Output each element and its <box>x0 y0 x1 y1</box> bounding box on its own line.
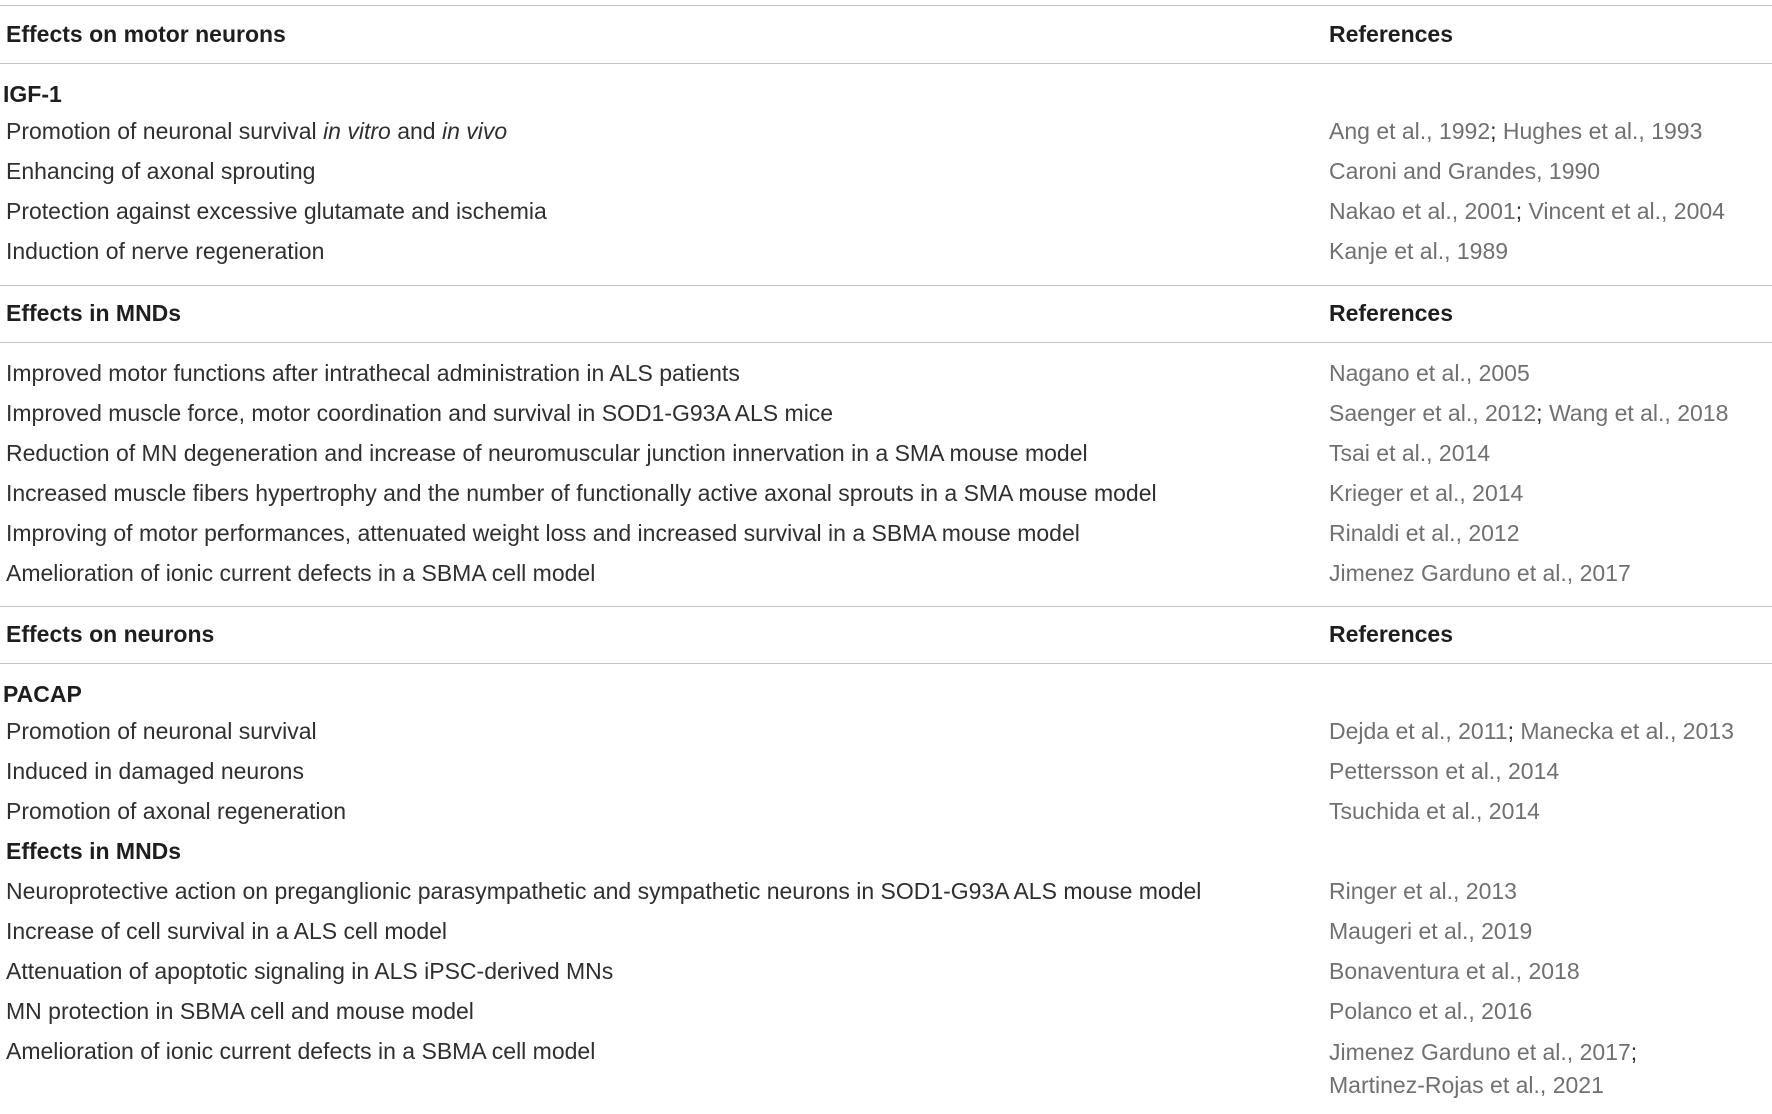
table-row-references: Rinaldi et al., 2012 <box>1329 520 1520 546</box>
table-row-references: Ringer et al., 2013 <box>1329 878 1517 904</box>
table-row-effect: Induced in damaged neurons <box>6 758 304 784</box>
table-row-references: Polanco et al., 2016 <box>1329 998 1533 1024</box>
table-row-references: Tsai et al., 2014 <box>1329 440 1491 466</box>
column-header-effects: Effects on neurons <box>6 621 215 647</box>
table-row-references: Maugeri et al., 2019 <box>1329 918 1533 944</box>
table-row-effect: Amelioration of ionic current defects in a SBMA cell model <box>6 1038 596 1064</box>
table-row-effect: Improved muscle force, motor coordination and survival in SOD1-G93A ALS mice <box>6 400 834 426</box>
table-rule <box>0 342 1772 343</box>
table-row-effect: Promotion of neuronal survival in vitro and in vivo <box>6 118 508 144</box>
table-row-references: Caroni and Grandes, 1990 <box>1329 158 1601 184</box>
table-rule <box>0 663 1772 664</box>
subheader-label: Effects in MNDs <box>6 838 182 864</box>
column-header-references: References <box>1329 300 1454 326</box>
table-row-effect: Promotion of axonal regeneration <box>6 798 347 824</box>
table-row-references: Jimenez Garduno et al., 2017 <box>1329 560 1631 586</box>
table-row-references: Krieger et al., 2014 <box>1329 480 1524 506</box>
column-header-effects: Effects on motor neurons <box>6 21 286 47</box>
column-header-references: References <box>1329 621 1454 647</box>
table-row-effect: Increase of cell survival in a ALS cell model <box>6 918 448 944</box>
table-row-references: Pettersson et al., 2014 <box>1329 758 1560 784</box>
table-row-effect: MN protection in SBMA cell and mouse model <box>6 998 474 1024</box>
group-label: IGF-1 <box>3 81 62 107</box>
table-row-references: Bonaventura et al., 2018 <box>1329 958 1580 984</box>
table-row-references: Ang et al., 1992; Hughes et al., 1993 <box>1329 118 1703 144</box>
table-row-references: Nagano et al., 2005 <box>1329 360 1530 386</box>
table-rule <box>0 63 1772 64</box>
group-label: PACAP <box>3 681 82 707</box>
table-row-references: Kanje et al., 1989 <box>1329 238 1509 264</box>
table-rule <box>0 285 1772 286</box>
table-row-effect: Promotion of neuronal survival <box>6 718 317 744</box>
table-row-references: Tsuchida et al., 2014 <box>1329 798 1540 824</box>
table-row-effect: Reduction of MN degeneration and increase of neuromuscular junction innervation in a SMA mouse model <box>6 440 1088 466</box>
table-row-effect: Improving of motor performances, attenuated weight loss and increased survival in a SBMA mouse model <box>6 520 1080 546</box>
table-row-effect: Protection against excessive glutamate and ischemia <box>6 198 547 224</box>
table-row-effect: Amelioration of ionic current defects in a SBMA cell model <box>6 560 596 586</box>
table-row-effect: Enhancing of axonal sprouting <box>6 158 316 184</box>
table-row-effect: Induction of nerve regeneration <box>6 238 325 264</box>
table-row-references: Nakao et al., 2001; Vincent et al., 2004 <box>1329 198 1725 224</box>
column-header-references: References <box>1329 21 1454 47</box>
table-rule <box>0 5 1772 6</box>
table-row-effect: Attenuation of apoptotic signaling in ALS iPSC-derived MNs <box>6 958 614 984</box>
column-header-effects: Effects in MNDs <box>6 300 182 326</box>
table-row-effect: Increased muscle fibers hypertrophy and the number of functionally active axonal sprouts in a SMA mouse model <box>6 480 1157 506</box>
table-row-references: Jimenez Garduno et al., 2017; Martinez-Rojas et al., 2021 <box>1329 1039 1638 1098</box>
table-rule <box>0 606 1772 607</box>
table-row-effect: Improved motor functions after intrathecal administration in ALS patients <box>6 360 740 386</box>
table-row-references: Saenger et al., 2012; Wang et al., 2018 <box>1329 400 1729 426</box>
table-row-references: Dejda et al., 2011; Manecka et al., 2013 <box>1329 718 1734 744</box>
table-row-effect: Neuroprotective action on preganglionic parasympathetic and sympathetic neurons in SOD1-G93A ALS mouse model <box>6 878 1202 904</box>
